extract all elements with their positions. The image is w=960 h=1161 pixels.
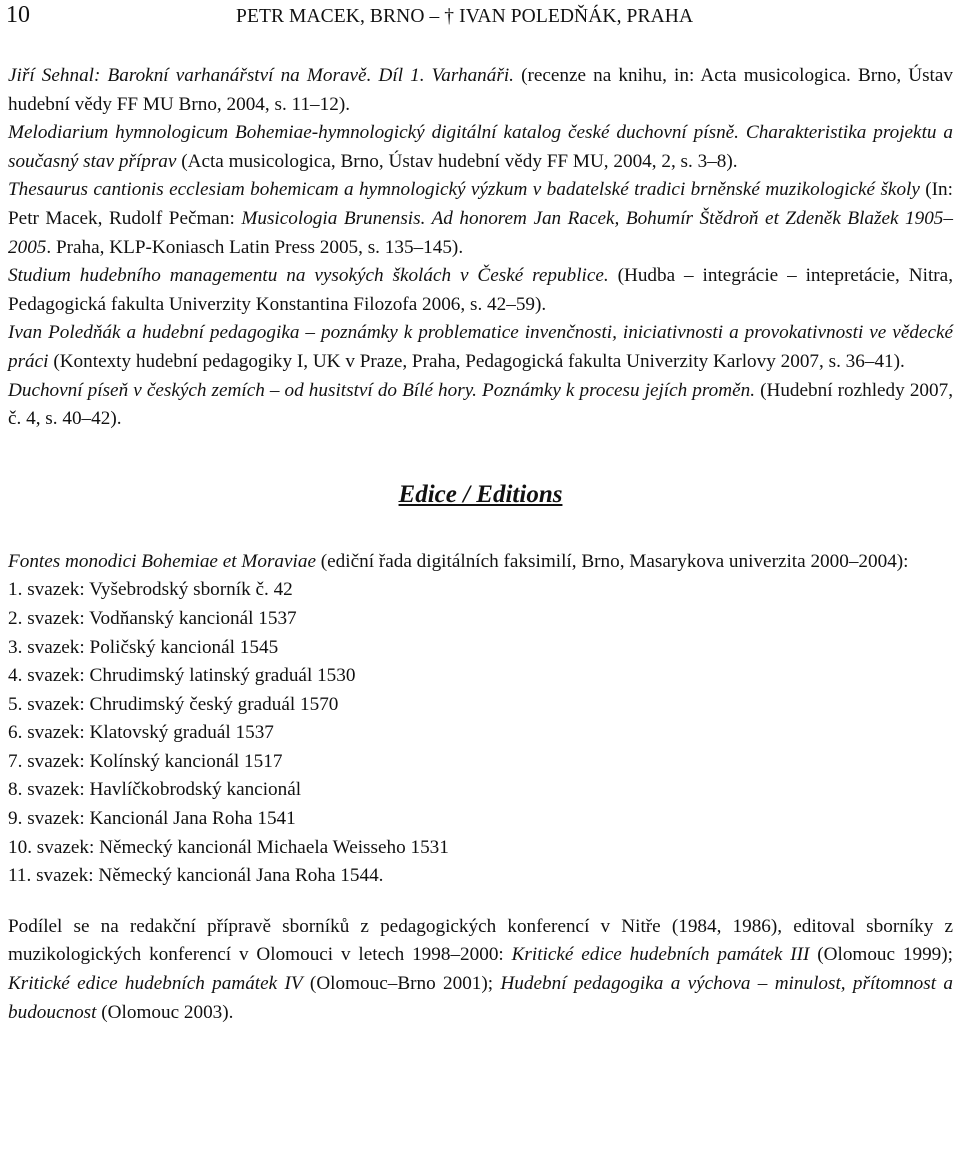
volume-item: 6. svazek: Klatovský graduál 1537 bbox=[8, 722, 274, 744]
entry-details: (Acta musicologica, Brno, Ústav hudební vědy FF MU, 2004, 2, s. 3–8). bbox=[176, 150, 738, 172]
closing-text: (Olomouc 1999); bbox=[809, 944, 953, 966]
volume-item: 3. svazek: Poličský kancionál 1545 bbox=[8, 636, 279, 658]
bibliography-entry bbox=[8, 377, 953, 434]
closing-text: (Olomouc–Brno 2001); bbox=[302, 973, 501, 995]
page-number: 10 bbox=[6, 2, 30, 28]
bibliography-entry bbox=[8, 262, 953, 319]
volume-item: 8. svazek: Havlíčkobrodský kancionál bbox=[8, 779, 302, 801]
closing-text: Podílel se na redakční přípravě sborníků z pedagogických konferencí v Nitře (1984, 1986), editoval sborníky z muzikologických konferencí v Olomouci v letech 1998–2000: bbox=[8, 915, 953, 966]
entry-details: (Hudba – integrácie – intepretácie, Nitra, Pedagogická fakulta Univerzity Konstantina Filozofa 2006, s. 42–59). bbox=[8, 265, 953, 315]
entry-title: Melodiarium hymnologicum Bohemiae-hymnologický digitální katalog české duchovní písně. Charakteristika projektu a současný stav příprav bbox=[8, 122, 953, 172]
entry-title: Studium hudebního managementu na vysokých školách v České republice. bbox=[8, 265, 609, 287]
bibliography-entry bbox=[8, 119, 953, 176]
entry-title: Thesaurus cantionis ecclesiam bohemicam a hymnologický výzkum v badatelské tradici brněnské muzikologické školy bbox=[8, 179, 920, 201]
volume-item: 10. svazek: Německý kancionál Michaela Weisseho 1531 bbox=[8, 836, 449, 858]
closing-title: Kritické edice hudebních památek III bbox=[511, 944, 810, 966]
page-header bbox=[6, 2, 954, 32]
edition-intro bbox=[8, 548, 953, 577]
volume-item: 11. svazek: Německý kancionál Jana Roha 1544. bbox=[8, 865, 384, 887]
bibliography-entry bbox=[8, 62, 953, 119]
volume-item: 7. svazek: Kolínský kancionál 1517 bbox=[8, 750, 283, 772]
volume-item: 1. svazek: Vyšebrodský sborník č. 42 bbox=[8, 579, 293, 601]
section-heading: Edice / Editions bbox=[398, 480, 563, 508]
page-body bbox=[8, 62, 953, 1027]
entry-details: (Hudební rozhledy 2007, č. 4, s. 40–42). bbox=[8, 379, 953, 430]
edition-series-title: Fontes monodici Bohemiae et Moraviae bbox=[8, 550, 316, 572]
entry-details: (recenze na knihu, in: Acta musicologica. Brno, Ústav hudební vědy FF MU Brno, 2004, s. 11–12). bbox=[8, 65, 954, 115]
edition-series-details: (ediční řada digitálních faksimilí, Brno, Masarykova univerzita 2000–2004): bbox=[315, 550, 909, 572]
closing-title: Hudební pedagogika a výchova – minulost, přítomnost a budoucnost bbox=[8, 973, 953, 1023]
entry-title: Duchovní píseň v českých zemích – od husitství do Bílé hory. Poznámky k procesu jejích proměn. bbox=[8, 379, 756, 401]
volume-list bbox=[8, 576, 953, 891]
entry-details: (In: Petr Macek, Rudolf Pečman: bbox=[8, 179, 953, 229]
entry-title: Ivan Poledňák a hudební pedagogika – poznámky k problematice invenčnosti, iniciativnosti a provokativnosti ve vědecké práci bbox=[8, 322, 953, 372]
closing-title: Kritické edice hudebních památek IV bbox=[8, 973, 303, 995]
closing-paragraph bbox=[8, 913, 953, 1027]
entry-book-title: Musicologia Brunensis. Ad honorem Jan Racek, Bohumír Štědroň et Zdeněk Blažek 1905–2005 bbox=[8, 207, 953, 258]
entry-details: (Kontexty hudební pedagogiky I, UK v Praze, Praha, Pedagogická fakulta Univerzity Karlovy 2007, s. 36–41). bbox=[48, 350, 905, 372]
entry-title: Jiří Sehnal: Barokní varhanářství na Moravě. Díl 1. Varhanáři. bbox=[8, 65, 514, 86]
running-head: PETR MACEK, BRNO – † IVAN POLEDŇÁK, PRAHA bbox=[236, 6, 694, 27]
volume-item: 5. svazek: Chrudimský český graduál 1570 bbox=[8, 693, 339, 715]
bibliography-entry bbox=[8, 319, 953, 376]
closing-text: (Olomouc 2003). bbox=[96, 1001, 234, 1023]
volume-item: 2. svazek: Vodňanský kancionál 1537 bbox=[8, 607, 297, 629]
volume-item: 4. svazek: Chrudimský latinský graduál 1530 bbox=[8, 665, 356, 687]
volume-item: 9. svazek: Kancionál Jana Roha 1541 bbox=[8, 808, 296, 830]
bibliography-entry bbox=[8, 176, 953, 262]
entry-details: . Praha, KLP-Koniasch Latin Press 2005, s. 135–145). bbox=[46, 236, 464, 258]
